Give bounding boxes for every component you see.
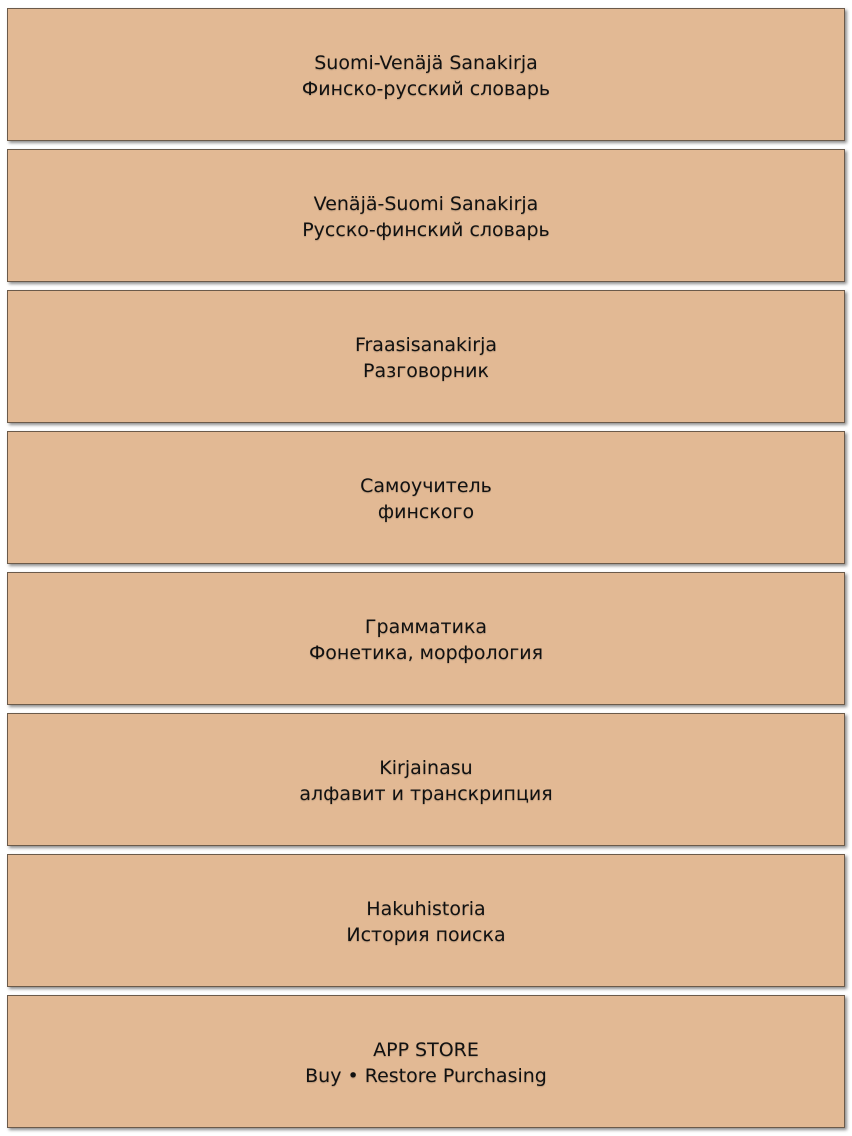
button-subtitle: Фонетика, морфология: [308, 642, 544, 664]
search-history-button[interactable]: [7, 854, 845, 987]
button-title: APP STORE: [373, 1039, 479, 1061]
button-title: Hakuhistoria: [366, 898, 486, 920]
button-label: [8, 896, 844, 948]
button-label: [8, 50, 844, 102]
button-title: Самоучитель: [360, 475, 492, 497]
button-label: [8, 614, 844, 666]
button-label: [8, 332, 844, 384]
button-subtitle: Русско-финский словарь: [302, 219, 550, 241]
button-title: Грамматика: [364, 616, 488, 638]
button-title: Suomi-Venäjä Sanakirja: [314, 52, 538, 74]
finnish-russian-dictionary-button[interactable]: [7, 8, 845, 141]
button-subtitle: Финско-русский словарь: [301, 78, 551, 100]
button-label: [8, 755, 844, 807]
button-label: [8, 473, 844, 525]
button-title: Kirjainasu: [379, 757, 473, 779]
button-subtitle: Разговорник: [363, 360, 489, 382]
self-study-button[interactable]: [7, 431, 845, 564]
button-subtitle: алфавит и транскрипция: [299, 783, 553, 805]
button-subtitle: История поиска: [346, 924, 506, 946]
button-subtitle: финского: [377, 501, 475, 523]
button-label: [8, 191, 844, 243]
button-subtitle: Buy • Restore Purchasing: [305, 1065, 547, 1087]
button-label: [8, 1037, 844, 1089]
grammar-button[interactable]: [7, 572, 845, 705]
alphabet-button[interactable]: [7, 713, 845, 846]
button-title: Fraasisanakirja: [354, 334, 498, 356]
phrasebook-button[interactable]: [7, 290, 845, 423]
russian-finnish-dictionary-button[interactable]: [7, 149, 845, 282]
app-store-button[interactable]: [7, 995, 845, 1128]
button-title: Venäjä-Suomi Sanakirja: [313, 193, 539, 215]
